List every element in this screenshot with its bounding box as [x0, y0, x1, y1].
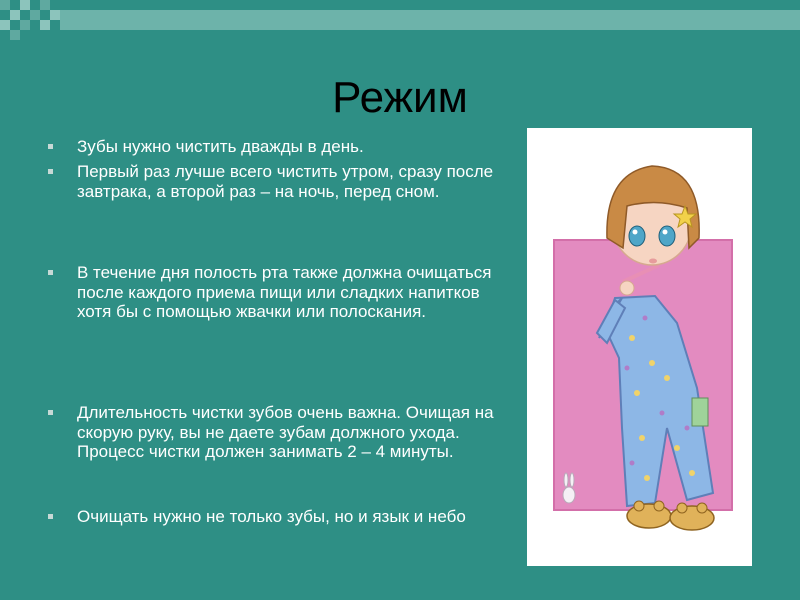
bullet-marker-icon [48, 270, 53, 275]
bullet-item [48, 162, 498, 201]
bullet-text: Очищать нужно не только зубы, но и язык и небо [77, 507, 466, 526]
bullet-marker-icon [48, 144, 53, 149]
bullet-text: Длительность чистки зубов очень важна. Очищая на скорую руку, вы не даете зубам должного ухода. Процесс чистки должен занимать 2 – 4 минуты. [77, 403, 494, 461]
bullet-item [48, 507, 498, 527]
bullet-marker-icon [48, 169, 53, 174]
bullet-text: В течение дня полость рта также должна очищаться после каждого приема пищи или сладких напитков хотя бы с помощью жвачки или полоскания. [77, 263, 492, 321]
header-band [60, 10, 800, 30]
cup-icon [692, 398, 708, 426]
bullet-text: Зубы нужно чистить дважды в день. [77, 137, 364, 156]
bullet-text: Первый раз лучше всего чистить утром, сразу после завтрака, а второй раз – на ночь, перед сном. [77, 162, 494, 201]
illustration-card [527, 128, 752, 566]
slide-title: Режим [332, 73, 468, 122]
bullet-marker-icon [48, 410, 53, 415]
bullet-item [48, 263, 498, 322]
bullet-item [48, 403, 498, 462]
bullet-item [48, 137, 498, 157]
girl-brushing-teeth-illustration [527, 128, 752, 566]
bullet-marker-icon [48, 514, 53, 519]
